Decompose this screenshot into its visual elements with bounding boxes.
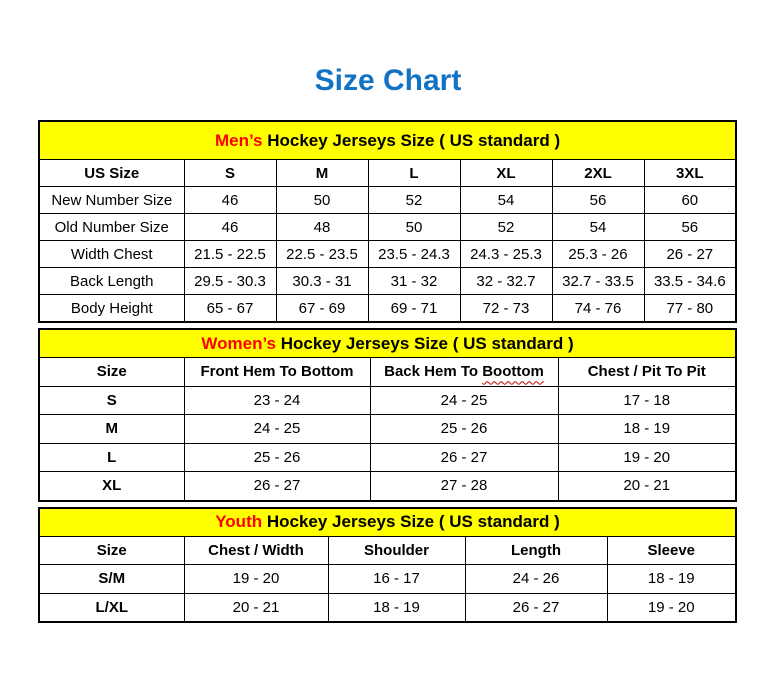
mens-title-highlight: Men’s xyxy=(214,130,263,150)
table-cell: 29.5 - 30.3 xyxy=(184,268,276,295)
table-cell: 25 - 26 xyxy=(184,443,370,472)
table-cell: 26 - 27 xyxy=(644,241,736,268)
table-cell: 48 xyxy=(276,214,368,241)
row-label: Body Height xyxy=(39,295,184,323)
column-header: Chest / Width xyxy=(184,536,328,565)
mens-header-row xyxy=(39,160,736,187)
table-cell: 60 xyxy=(644,187,736,214)
youth-title-highlight: Youth xyxy=(215,512,263,531)
table-cell: 46 xyxy=(184,214,276,241)
column-header: Length xyxy=(465,536,607,565)
table-cell: 56 xyxy=(552,187,644,214)
table-cell: 50 xyxy=(276,187,368,214)
table-cell: 18 - 19 xyxy=(558,415,736,444)
column-header: Size xyxy=(39,536,184,565)
womens-title-highlight: Women’s xyxy=(201,333,276,353)
back-hem-prefix: Back Hem To xyxy=(384,363,483,381)
table-row xyxy=(39,295,736,323)
row-label: Back Length xyxy=(39,268,184,295)
row-label: New Number Size xyxy=(39,187,184,214)
column-header-misspelled xyxy=(370,358,558,387)
table-cell: 18 - 19 xyxy=(328,593,465,622)
table-cell: 24 - 25 xyxy=(370,386,558,415)
table-cell: 67 - 69 xyxy=(276,295,368,323)
table-cell: 72 - 73 xyxy=(460,295,552,323)
table-cell: 19 - 20 xyxy=(607,593,736,622)
column-header: S xyxy=(184,160,276,187)
column-header: Chest / Pit To Pit xyxy=(558,358,736,387)
row-label: S xyxy=(39,386,184,415)
misspelled-word: Boottom xyxy=(482,363,544,381)
table-cell: 23 - 24 xyxy=(184,386,370,415)
table-cell: 32 - 32.7 xyxy=(460,268,552,295)
row-label: S/M xyxy=(39,565,184,594)
table-cell: 52 xyxy=(368,187,460,214)
table-cell: 22.5 - 23.5 xyxy=(276,241,368,268)
table-row xyxy=(39,443,736,472)
womens-table-title-row xyxy=(39,329,736,358)
column-header: XL xyxy=(460,160,552,187)
table-row xyxy=(39,241,736,268)
table-cell: 52 xyxy=(460,214,552,241)
table-cell: 24.3 - 25.3 xyxy=(460,241,552,268)
table-cell: 21.5 - 22.5 xyxy=(184,241,276,268)
table-cell: 27 - 28 xyxy=(370,472,558,501)
table-row xyxy=(39,472,736,501)
table-row xyxy=(39,268,736,295)
row-label: L xyxy=(39,443,184,472)
column-header: Size xyxy=(39,358,184,387)
womens-title-rest: Hockey Jerseys Size ( US standard ) xyxy=(276,333,574,353)
column-header: Sleeve xyxy=(607,536,736,565)
table-cell: 32.7 - 33.5 xyxy=(552,268,644,295)
table-cell: 50 xyxy=(368,214,460,241)
table-cell: 19 - 20 xyxy=(184,565,328,594)
table-cell: 65 - 67 xyxy=(184,295,276,323)
youth-size-table xyxy=(38,507,737,624)
table-cell: 69 - 71 xyxy=(368,295,460,323)
youth-table-title xyxy=(39,508,736,537)
row-label: M xyxy=(39,415,184,444)
table-cell: 19 - 20 xyxy=(558,443,736,472)
table-cell: 25.3 - 26 xyxy=(552,241,644,268)
column-header: L xyxy=(368,160,460,187)
table-cell: 25 - 26 xyxy=(370,415,558,444)
column-header: Front Hem To Bottom xyxy=(184,358,370,387)
table-row xyxy=(39,386,736,415)
column-header: Shoulder xyxy=(328,536,465,565)
table-cell: 26 - 27 xyxy=(184,472,370,501)
mens-table-title-row xyxy=(39,121,736,160)
table-cell: 77 - 80 xyxy=(644,295,736,323)
mens-title-rest: Hockey Jerseys Size ( US standard ) xyxy=(262,130,561,150)
row-label: Width Chest xyxy=(39,241,184,268)
womens-header-row xyxy=(39,358,736,387)
column-header: 3XL xyxy=(644,160,736,187)
table-cell: 56 xyxy=(644,214,736,241)
table-row xyxy=(39,415,736,444)
table-cell: 23.5 - 24.3 xyxy=(368,241,460,268)
womens-table-title xyxy=(39,329,736,358)
row-label: L/XL xyxy=(39,593,184,622)
table-cell: 54 xyxy=(460,187,552,214)
column-header: M xyxy=(276,160,368,187)
table-cell: 33.5 - 34.6 xyxy=(644,268,736,295)
table-cell: 54 xyxy=(552,214,644,241)
row-label: Old Number Size xyxy=(39,214,184,241)
mens-table-title xyxy=(39,121,736,160)
table-cell: 16 - 17 xyxy=(328,565,465,594)
table-cell: 31 - 32 xyxy=(368,268,460,295)
table-row xyxy=(39,187,736,214)
mens-size-table xyxy=(38,120,737,323)
table-row xyxy=(39,593,736,622)
table-cell: 26 - 27 xyxy=(370,443,558,472)
youth-table-title-row xyxy=(39,508,736,537)
table-cell: 24 - 25 xyxy=(184,415,370,444)
youth-header-row xyxy=(39,536,736,565)
table-cell: 17 - 18 xyxy=(558,386,736,415)
column-header: 2XL xyxy=(552,160,644,187)
table-cell: 46 xyxy=(184,187,276,214)
column-header: US Size xyxy=(39,160,184,187)
table-cell: 18 - 19 xyxy=(607,565,736,594)
table-cell: 74 - 76 xyxy=(552,295,644,323)
table-cell: 30.3 - 31 xyxy=(276,268,368,295)
table-cell: 26 - 27 xyxy=(465,593,607,622)
table-cell: 24 - 26 xyxy=(465,565,607,594)
table-row xyxy=(39,565,736,594)
table-row xyxy=(39,214,736,241)
page-title: Size Chart xyxy=(314,64,462,97)
row-label: XL xyxy=(39,472,184,501)
youth-title-rest: Hockey Jerseys Size ( US standard ) xyxy=(262,512,560,531)
womens-size-table xyxy=(38,328,737,502)
table-cell: 20 - 21 xyxy=(558,472,736,501)
table-cell: 20 - 21 xyxy=(184,593,328,622)
